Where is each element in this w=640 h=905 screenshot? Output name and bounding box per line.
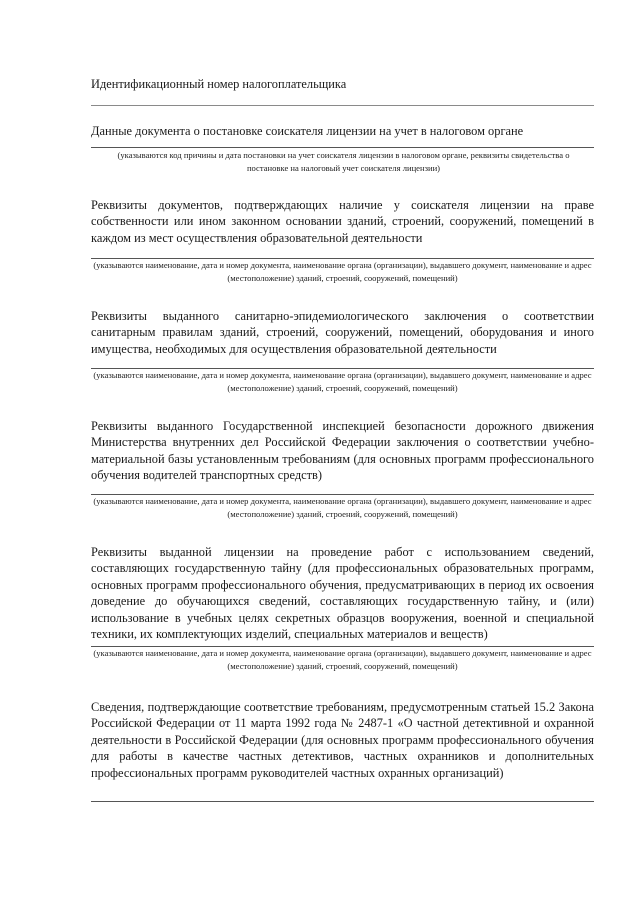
traffic-inspection-section <box>91 418 594 484</box>
traffic-inspection-note: (указываются наименование, дата и номер документа, наименование органа (организации), выдавшего документ, наименование и адрес (местоположение) зданий, строений, сооружений, помещений) <box>93 496 592 520</box>
traffic-inspection-label: Реквизиты выданного Государственной инспекцией безопасности дорожного движения Министерства внутренних дел Российской Федерации заключения о соответствии учебно-материальной базы установленным требованиям (для основных программ профессионального обучения водителей транспортных средств) <box>91 419 594 483</box>
sanitary-label: Реквизиты выданного санитарно-эпидемиологического заключения о соответствии санитарным правилам зданий, строений, сооружений, помещений, оборудования и иного имущества, необходимых для осуществления образовательной деятельности <box>91 309 594 356</box>
premises-rights-label: Реквизиты документов, подтверждающих наличие у соискателя лицензии на праве собственности или ином законном основании зданий, строений, сооружений, помещений в каждом из мест осуществления образовательной деятельности <box>91 198 594 245</box>
detective-label: Сведения, подтверждающие соответствие требованиям, предусмотренным статьей 15.2 Закона Российской Федерации от 11 марта 1992 года № 2487-1 «О частной детективной и охранной деятельности в Российской Федерации (для основных программ профессионального обучения для работы в качестве частных детективов, частных охранников и дополнительных профессиональных программ руководителей частных охранных организаций) <box>91 700 594 780</box>
sanitary-section <box>91 308 594 357</box>
inn-section <box>91 76 594 92</box>
sanitary-note: (указываются наименование, дата и номер документа, наименование органа (организации), выдавшего документ, наименование и адрес (местоположение) зданий, строений, сооружений, помещений) <box>93 370 592 394</box>
inn-input-line[interactable] <box>91 105 594 106</box>
detective-input-line[interactable] <box>91 801 594 802</box>
tax-registration-label: Данные документа о постановке соискателя лицензии на учет в налоговом органе <box>91 124 524 138</box>
tax-registration-note: (указываются код причины и дата постановки на учет соискателя лицензии в налоговом органе, реквизиты свидетельства о постановке на налоговый учет соискателя лицензии) <box>117 150 570 174</box>
state-secret-label: Реквизиты выданной лицензии на проведение работ с использованием сведений, составляющих государственную тайну (для профессиональных образовательных программ, основных программ профессионального обучения, предусматривающих в период их освоения доведение до обучающихся сведений, составляющих государственную тайну, и (или) использование в учебных целях секретных образцов вооружения, военной и специальной техники, их комплектующих изделий, специальных материалов и веществ) <box>91 545 594 642</box>
premises-rights-note: (указываются наименование, дата и номер документа, наименование органа (организации), выдавшего документ, наименование и адрес (местоположение) зданий, строений, сооружений, помещений) <box>93 260 592 284</box>
state-secret-section <box>91 544 594 642</box>
tax-registration-section <box>91 123 594 139</box>
tax-registration-input-line[interactable] <box>91 147 594 148</box>
detective-section <box>91 699 594 781</box>
premises-rights-section <box>91 197 594 246</box>
state-secret-note: (указываются наименование, дата и номер документа, наименование органа (организации), выдавшего документ, наименование и адрес (местоположение) зданий, строений, сооружений, помещений) <box>93 648 592 672</box>
inn-label: Идентификационный номер налогоплательщика <box>91 77 347 91</box>
